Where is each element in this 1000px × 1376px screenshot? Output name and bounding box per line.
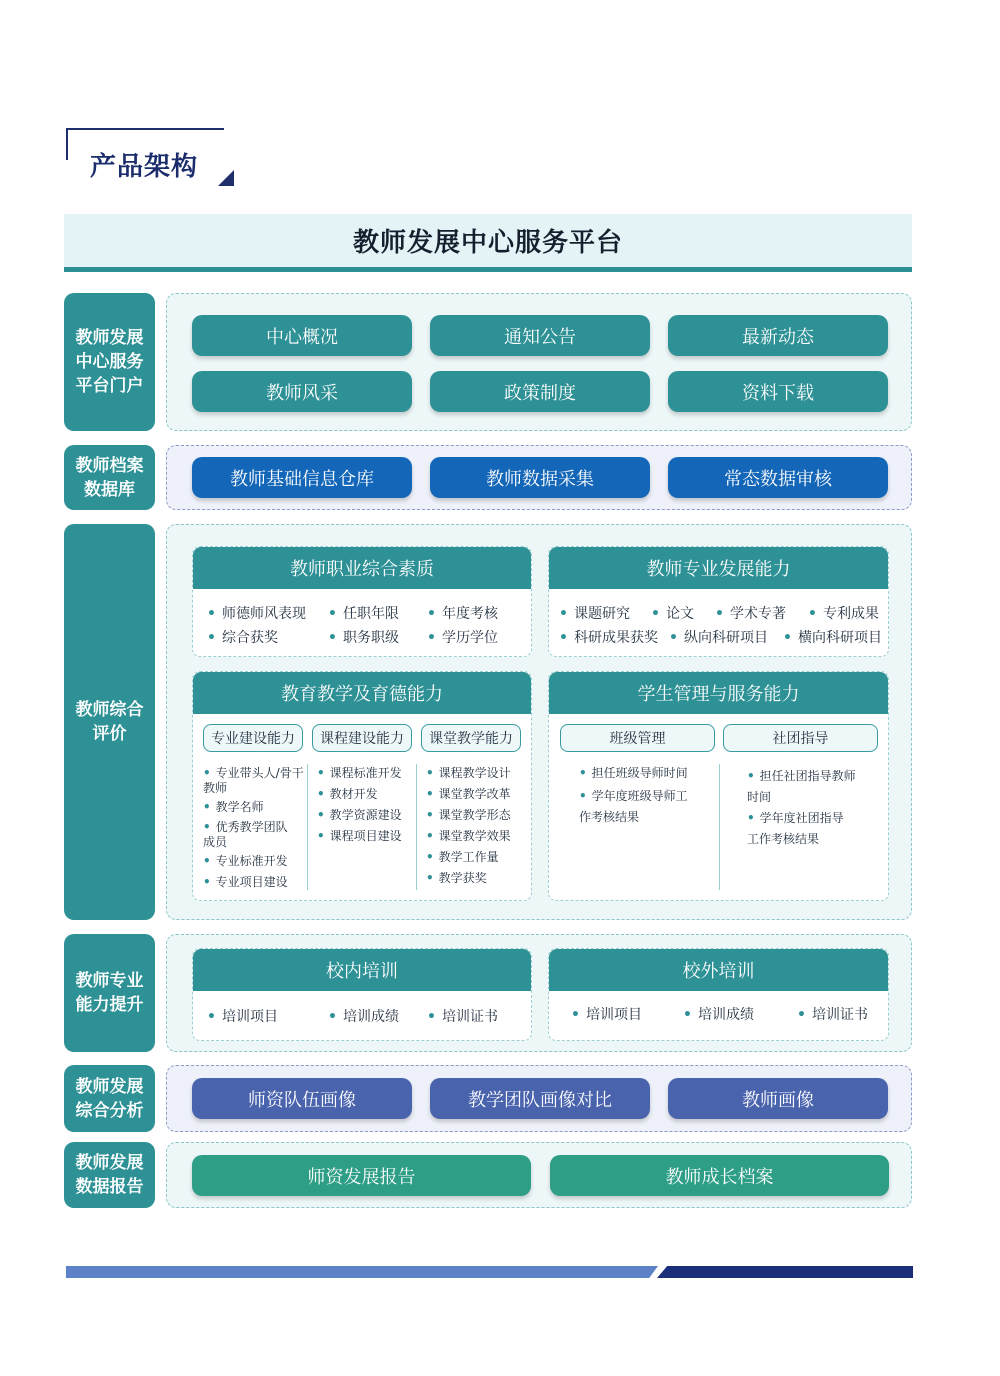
report-label-text: 教师发展数据报告 (75, 1153, 144, 1197)
footer-bar-dark (657, 1266, 913, 1278)
teaching-col1-item: • 专业带头人/骨干教师 (203, 766, 307, 796)
teaching-col1-item: • 专业标准开发 (203, 854, 288, 869)
student-col1-item: • 学年度班级导师工作考核结果 (579, 786, 699, 828)
analysis-label-text: 教师发展综合分析 (75, 1076, 144, 1121)
training-label-text: 教师专业能力提升 (75, 971, 144, 1015)
teaching-col2-item: • 教学资源建设 (317, 808, 402, 823)
student-col2-item: • 学年度社团指导工作考核结果 (747, 808, 847, 850)
teaching-card (192, 671, 532, 901)
student-card (548, 671, 889, 901)
student-col1-item: • 担任班级导师时间 (579, 766, 709, 781)
footer-bar-light (66, 1266, 658, 1278)
tab-class-management[interactable]: 班级管理 (560, 724, 715, 752)
teaching-col2-item: • 课程标准开发 (317, 766, 402, 781)
teaching-col3-item: • 课堂教学形态 (426, 808, 511, 823)
student-col2-item: • 担任社团指导教师时间 (747, 766, 865, 808)
teaching-col3-item: • 教学获奖 (426, 871, 487, 886)
archive-item-basic-info[interactable]: 教师基础信息仓库 (192, 457, 412, 498)
tab-major-construction[interactable]: 专业建设能力 (203, 724, 303, 752)
inner-training-item: • 培训项目 (207, 1006, 278, 1026)
portal-label-text: 教师发展中心服务平台门户 (75, 328, 144, 396)
outer-training-title: 校外培训 (549, 949, 888, 991)
evaluation-label (64, 524, 155, 920)
quality-item: • 年度考核 (427, 603, 498, 623)
analysis-item-teacher-portrait[interactable]: 教师画像 (668, 1078, 888, 1119)
quality-item: • 学历学位 (427, 627, 498, 647)
professional-item: • 纵向科研项目 (669, 627, 768, 647)
platform-title: 教师发展中心服务平台 (352, 228, 623, 258)
inner-training-item: • 培训成绩 (328, 1006, 399, 1026)
portal-item-news[interactable]: 最新动态 (668, 315, 888, 356)
student-card-title: 学生管理与服务能力 (549, 672, 888, 714)
teaching-col2-item: • 教材开发 (317, 787, 378, 802)
report-label (64, 1142, 155, 1208)
header-vertical-line (66, 128, 68, 160)
outer-training-item: • 培训成绩 (683, 1004, 754, 1024)
training-label (64, 934, 155, 1052)
header-corner-triangle (218, 170, 234, 186)
report-panel (166, 1142, 912, 1208)
teaching-col2-item: • 课程项目建设 (317, 829, 402, 844)
evaluation-label-text: 教师综合评价 (75, 700, 144, 744)
teaching-col3-item: • 课程教学设计 (426, 766, 511, 781)
archive-label-text: 教师档案数据库 (75, 455, 144, 500)
section-title: 产品架构 (90, 152, 199, 182)
training-panel (166, 934, 912, 1052)
quality-item: • 职务职级 (328, 627, 399, 647)
inner-training-item: • 培训证书 (427, 1006, 498, 1026)
archive-panel (166, 445, 912, 510)
teaching-col1-item: • 优秀教学团队成员 (203, 820, 293, 850)
header-horizontal-line (66, 128, 224, 130)
evaluation-panel (166, 524, 912, 920)
portal-item-policy[interactable]: 政策制度 (430, 371, 650, 412)
professional-card-title: 教师专业发展能力 (549, 547, 888, 589)
report-item-growth-archive[interactable]: 教师成长档案 (550, 1155, 889, 1196)
tab-club-guidance[interactable]: 社团指导 (723, 724, 878, 752)
report-item-faculty-report[interactable]: 师资发展报告 (192, 1155, 531, 1196)
professional-item: • 科研成果获奖 (559, 627, 658, 647)
professional-item: • 课题研究 (559, 603, 630, 623)
portal-panel (166, 293, 912, 431)
archive-item-data-review[interactable]: 常态数据审核 (668, 457, 888, 498)
teaching-card-title: 教育教学及育德能力 (193, 672, 531, 714)
quality-item: • 任职年限 (328, 603, 399, 623)
portal-item-notices[interactable]: 通知公告 (430, 315, 650, 356)
professional-card (548, 546, 889, 657)
portal-item-overview[interactable]: 中心概况 (192, 315, 412, 356)
quality-item: • 综合获奖 (207, 627, 278, 647)
portal-label (64, 293, 155, 431)
teaching-col3-item: • 教学工作量 (426, 850, 499, 865)
outer-training-item: • 培训项目 (571, 1004, 642, 1024)
analysis-panel (166, 1065, 912, 1132)
section-header (66, 128, 236, 188)
student-divider (719, 764, 720, 890)
analysis-item-faculty-portrait[interactable]: 师资队伍画像 (192, 1078, 412, 1119)
outer-training-item: • 培训证书 (797, 1004, 868, 1024)
teaching-divider (416, 764, 417, 890)
platform-title-bar (64, 214, 912, 272)
tab-classroom-teaching[interactable]: 课堂教学能力 (421, 724, 521, 752)
analysis-item-team-comparison[interactable]: 教学团队画像对比 (430, 1078, 650, 1119)
inner-training-card (192, 948, 532, 1041)
quality-card-title: 教师职业综合素质 (193, 547, 531, 589)
professional-item: • 学术专著 (715, 603, 786, 623)
archive-item-data-collection[interactable]: 教师数据采集 (430, 457, 650, 498)
teaching-col3-item: • 课堂教学效果 (426, 829, 511, 844)
portal-item-downloads[interactable]: 资料下载 (668, 371, 888, 412)
professional-item: • 论文 (651, 603, 694, 623)
outer-training-card (548, 948, 889, 1041)
tab-course-construction[interactable]: 课程建设能力 (312, 724, 412, 752)
archive-label (64, 445, 155, 510)
professional-item: • 专利成果 (808, 603, 879, 623)
inner-training-title: 校内培训 (193, 949, 531, 991)
quality-item: • 师德师风表现 (207, 603, 306, 623)
portal-item-teacher-showcase[interactable]: 教师风采 (192, 371, 412, 412)
teaching-col1-item: • 专业项目建设 (203, 875, 288, 890)
teaching-col3-item: • 课堂教学改革 (426, 787, 511, 802)
analysis-label (64, 1065, 155, 1132)
teaching-col1-item: • 教学名师 (203, 800, 264, 815)
professional-item: • 横向科研项目 (783, 627, 882, 647)
quality-card (192, 546, 532, 657)
teaching-divider (307, 764, 308, 890)
